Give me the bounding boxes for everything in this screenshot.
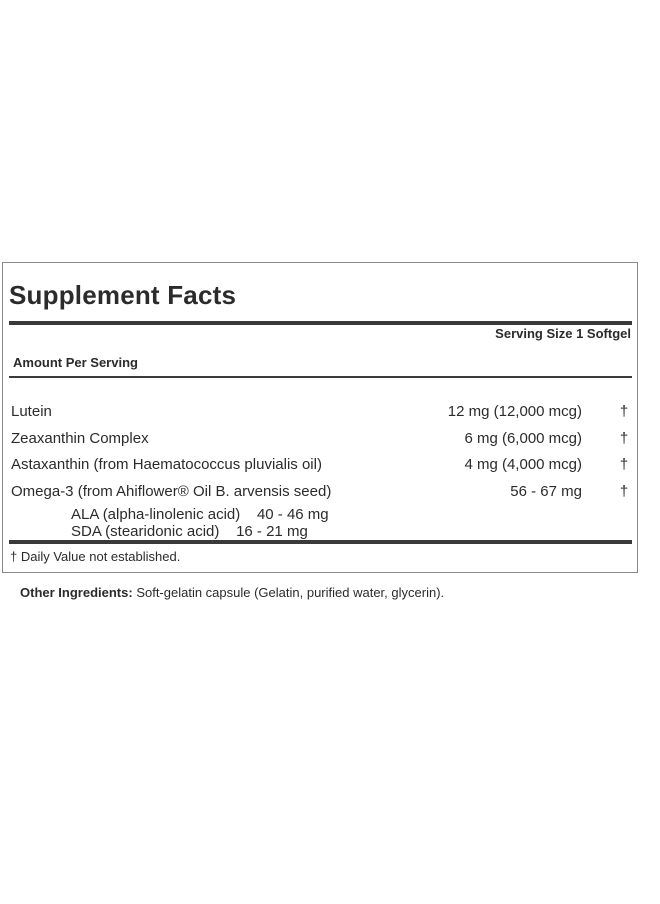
nutrient-row-lutein	[11, 403, 631, 423]
nutrient-name: Zeaxanthin Complex	[11, 430, 149, 447]
nutrient-row-astaxanthin	[11, 456, 631, 476]
sub-nutrient-amount: 16 - 21 mg	[236, 523, 308, 540]
nutrient-amount: 12 mg (12,000 mcg)	[447, 403, 582, 420]
sub-nutrient-name: SDA (stearidonic acid)	[71, 523, 220, 540]
other-ingredients-label: Other Ingredients:	[20, 585, 133, 600]
nutrient-row-zeaxanthin	[11, 430, 631, 450]
nutrient-row-omega-3	[11, 483, 631, 503]
nutrient-amount: 4 mg (4,000 mcg)	[464, 456, 582, 473]
title-divider	[9, 321, 632, 325]
sub-nutrient-amount: 40 - 46 mg	[256, 506, 329, 523]
nutrient-name: Astaxanthin (from Haematococcus pluvialis oil)	[11, 456, 322, 473]
page-title: Supplement Facts	[9, 280, 237, 310]
daily-value-mark: †	[619, 403, 629, 420]
sub-nutrient-ala	[71, 506, 329, 523]
nutrient-amount: 56 - 67 mg	[510, 483, 582, 500]
daily-value-mark: †	[619, 456, 629, 473]
footer-divider	[9, 540, 632, 544]
daily-value-footnote: † Daily Value not established.	[10, 549, 181, 564]
nutrient-amount: 6 mg (6,000 mcg)	[464, 430, 582, 447]
sub-nutrient-name: ALA (alpha-linolenic acid)	[71, 506, 241, 523]
header-divider	[9, 376, 632, 378]
daily-value-mark: †	[619, 430, 629, 447]
serving-size: Serving Size 1 Softgel	[495, 326, 631, 341]
daily-value-mark: †	[619, 483, 629, 500]
other-ingredients-text: Soft-gelatin capsule (Gelatin, purified water, glycerin).	[136, 585, 445, 600]
sub-nutrient-sda	[71, 523, 308, 540]
other-ingredients	[20, 585, 444, 600]
nutrient-name: Lutein	[11, 403, 52, 420]
amount-per-serving-heading: Amount Per Serving	[13, 355, 138, 370]
nutrient-name: Omega-3 (from Ahiflower® Oil B. arvensis seed)	[11, 483, 332, 500]
